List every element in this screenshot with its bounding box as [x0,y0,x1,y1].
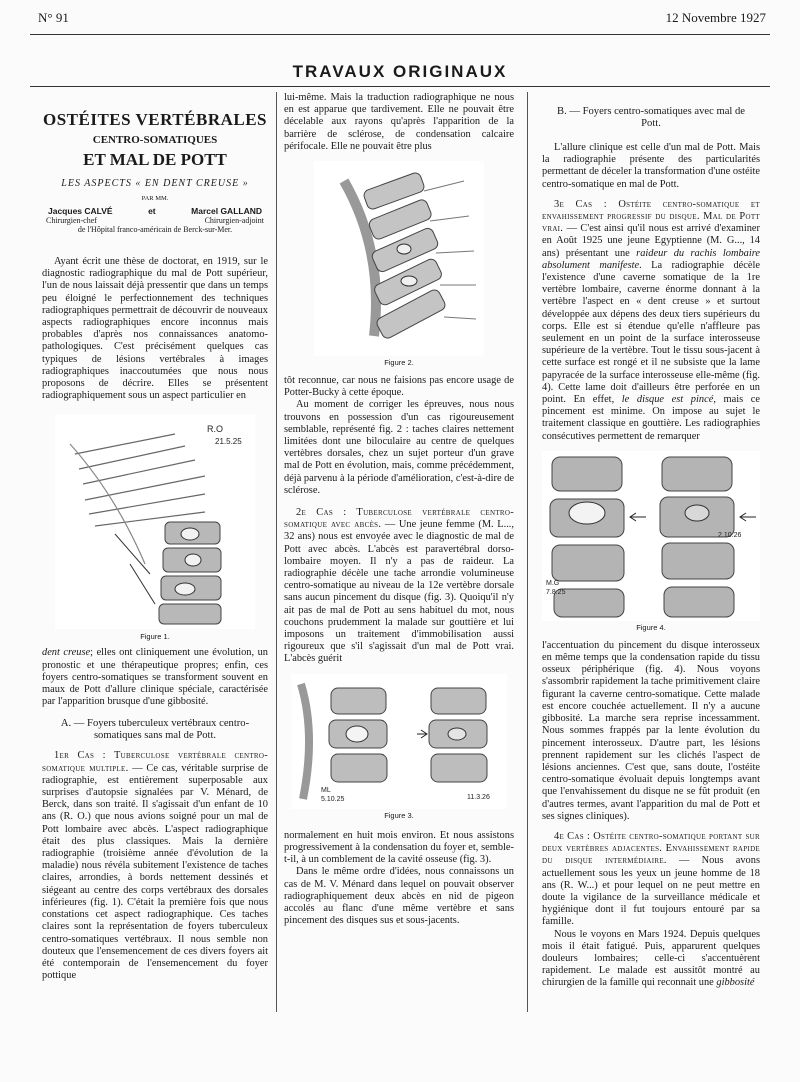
figure-3 [291,674,507,809]
fig4-label-c: 2.10.26 [718,531,742,539]
section-b-intro: L'allure clinique est celle d'un mal de Pott. Mais la radiographie présente des particularités permettant de déceler la transformation d'une ostéite centro-somatique en mal de Pott. [542,142,760,190]
article-title-2: CENTRO-SOMATIQUES [92,134,218,146]
case-4-lead: 4e Cas : Ostéite centro-somatique portant sur deux vertèbres adjacentes. Envahissement rapide du disque intermédiaire. [542,830,760,867]
section-rule [30,86,770,87]
case-2-lead: 2e Cas : Tuberculose vertébrale centro-somatique avec abcès. [284,507,514,531]
column-2 [284,92,514,927]
col2-last-paragraph: Dans le même ordre d'idées, nous connaissons un cas de M. V. Ménard dans lequel on pouvait observer radiographiquement deux abcès en nid de pigeon accolés au flanc d'une même vertèbre et sans pincement des disques sus et sous-jacents. [284,866,514,927]
issue-date: 12 Novembre 1927 [665,10,766,25]
case-3-emphasis-2: le disque est pincé [621,394,714,406]
role-1: Chirurgien-chef [46,216,97,225]
figure-4 [542,451,760,621]
par-mm: PAR MM. [141,195,169,202]
case-1-text: — Ce cas, véritable surprise de radiographie, est entièrement superposable aux surprises d'autopsie signalées par V. Ménard, de Berck, dans son traité. Il s'agissait d'un enfant de 10 ans (R. O.) que nous avions soigné pour un mal de Pott lombaire avec abcès. L'aspect radiographique était des plus classiques. Mais la dernière radiographie (troisième année d'évolution de la maladie) nous révéla subitement l'existence de taches claires, arrondies, à bords nettement dessinés et siégeant au centre des corps vertébraux des dorsales inférieures (fig. 1). C'était la première fois que nous constations cet aspect radiographique. Ces taches claires sont la représentation de foyers tuberculeux centro-somatiques vertébraux. Il nous semble non douteux que l'ensemencement de ces divers foyers ait été contemporain de l'ensemencement du foyer pottique [42,762,268,982]
case-3-text-c: , mais ce pincement est minime. On impose au sujet le traitement classique en gouttière. Les radiographies consécutives permettent de remarquer [542,394,761,442]
case-2-text: — Une jeune femme (M. L..., 32 ans) nous est envoyée avec le diagnostic de mal de Pott avec abcès. L'abcès est paravertébral dorso-lombaire moyen. Il n'y a pas de raideur. La radiographie décèle une tache arrondie volumineuse centro-somatique au niveau de la 12e vertèbre dorsale sans aucun pincement du disque (fig. 3). Quoiqu'il n'y ait pas de mal de Pott au sens habituel du mot, nous couchons prudemment la malade sur gouttière et lui imposons un traitement d'immobilisation aussi rigoureux que s'il s'agissait d'un mal de Pott vrai. L'abcès guérit [284,519,514,665]
header-rule [30,34,770,35]
case-4-text: — Nous avons actuellement sous les yeux un jeune homme de 18 ans (R. W...) et pour lequel on ne peut mettre en doute la vigilance de la surveillance médicale et hygiénique dont il fut toujours entouré par sa famille. [542,855,760,928]
case-1-lead: 1er Cas : Tuberculose vertébrale centro-somatique multiple. [42,750,268,774]
authors [42,206,268,216]
fig3-label-c: 11.3.26 [467,793,490,801]
case-3-emphasis: raideur du rachis lombaire absolument manifeste [542,247,760,271]
figure-1-radiograph [55,414,255,629]
figure-4-radiograph [542,451,760,621]
column-divider [527,92,528,1012]
case-4-paragraph: Nous le voyons en Mars 1924. Depuis quelques mois il était fatigué. Puis, apparurent quelques douleurs lombaires; celle-ci s'accentuèrent rapidement. Le malade est aussitôt montré au chirurgien de la famille qui reconnait une [542,928,760,989]
figure-1 [55,414,255,629]
author-1: Jacques CALVÉ [48,206,113,216]
figure-1-caption: Figure 1. [140,632,170,642]
fig4-label-a: M.G [546,579,560,587]
column-3 [542,92,760,990]
case-4-emphasis: gibbosité [716,977,755,989]
fig3-label-b: 5.10.25 [321,795,345,803]
fig1-label-b: 21.5.25 [215,437,242,447]
fig3-label-a: ML [321,786,331,794]
after-figure-1-text: ; elles ont cliniquement une évolution, un pronostic et une thérapeutique propres; enfin, ces foyers centro-somatiques se transforment souvent en maux de Pott d'allure clinique spéciale, caractérisée par l'apparition brusque d'une gibbosité. [42,647,268,708]
author-and: et [148,206,156,216]
issue-number: N° 91 [38,10,69,25]
after-figure-4-text: l'accentuation du pincement du disque interosseux en même temps que la condensation rapide du tissu osseux périphérique (fig. 4). Nous voyons s'assombrir rapidement la tache primitivement claire figurant la caverne centro-somatique. Cette malade est encore couchée actuellement. Il n'y a aucune gibbosité. La marche sera reprise incessamment. Nous sommes frappés par la lente évolution du pincement interosseux. D'autre part, les lésions prennent rapidement sur les clichés l'aspect de lésions anciennes. C'est que, sans doute, l'ostéite centro-somatique évoluait depuis longtemps avant que l'envahissement du disque ne se fût produit (en d'autres termes, avant l'apparition du mal de Pott et ses signes cliniques). [542,639,760,822]
page-header [0,10,800,30]
hospital: de l'Hôpital franco-américain de Berck-sur-Mer. [77,225,233,234]
col2-bottom-text: normalement en huit mois environ. Et nous assistons progressivement à la condensation du foyer et, semble-t-il, à un comblement de la cavité osseuse (fig. 3). [284,829,514,866]
article-subtitle: LES ASPECTS « EN DENT CREUSE » [61,178,249,189]
column-1 [42,92,268,982]
figure-2-caption: Figure 2. [384,358,414,368]
col2-mid-text: tôt reconnue, car nous ne faisions pas encore usage de Potter-Bucky à cette époque. [284,375,514,399]
figure-2-radiograph [314,161,484,356]
section-a-heading: A. — Foyers tuberculeux vertébraux centro-somatiques sans mal de Pott. [60,718,250,742]
author-roles [42,216,268,225]
case-3-text-a: — C'est ainsi qu'il nous est arrivé d'examiner en Août 1925 une jeune Egyptienne (M. G..., 14 ans) présentant une [542,223,760,259]
fig4-label-b: 7.8.25 [546,588,566,596]
dent-creuse-term: dent creuse [42,647,91,659]
case-3-lead: 3e Cas : Ostéite centro-somatique et envahissement progressif du disque. Mal de Pott vrai. [542,198,760,235]
author-2: Marcel GALLAND [191,206,262,216]
case-3-text-b: . La radiographie décèle l'existence d'une caverne somatique de la 1re vertèbre lombaire, caverne énorme donnant à la vertèbre l'aspect en « dent creuse » et surtout développée aux dépens des deux tiers supérieurs du corps. Elle est si étendue qu'elle n'affleure pas seulement en un point de la surface interosseuse supérieure de la vertèbre. Tout le tissu sous-jacent à cette surface est rongé et il ne subsiste que la lame papyracée de la surface interosseuse elle-même (fig. 4). Cette lame doit d'ailleurs être perforée en un point. En effet, [542,259,760,406]
figure-2 [314,161,484,356]
figure-3-radiograph [291,674,507,809]
article-title-3: ET MAL DE POTT [83,150,227,169]
intro-paragraph: Ayant écrit une thèse de doctorat, en 1919, sur le diagnostic radiographique du mal de Pott supérieur, l'un de nous laissait déjà pressentir que dans un temps peu éloigné le perfectionnement des techniques radiographiques permettrait de découvrir de nouveaux aspects radiographiques encore inconnus mais probables d'après nos connaissances anatomo-pathologiques. C'est précisément quelques cas typiques de lésions vertébrales à images radiographiques inaccoutumées que nous nous proposons de décrire. Elles se présentent radiographiquement sous un aspect particulier en [42,256,268,402]
article-title: OSTÉITES VERTÉBRALES [42,110,268,129]
section-title: TRAVAUX ORIGINAUX [292,62,508,81]
col2-top-text: lui-même. Mais la traduction radiographique ne nous en est apparue que tardivement. Elle ne pouvait être décelable aux rayons qu'après l'apparition de la barrière de sclérose, de condensation calcaire périfocale. Elle ne pouvait être plus [284,92,514,152]
figure-3-caption: Figure 3. [384,810,414,820]
section-b-heading: B. — Foyers centro-somatiques avec mal de Pott. [557,106,745,129]
role-2: Chirurgien-adjoint [204,216,264,225]
fig1-label-a: R.O [207,424,224,435]
figure-4-caption: Figure 4. [636,622,666,632]
col2-paragraph-2: Au moment de corriger les épreuves, nous nous trouvons en possession d'un cas rigoureusement semblable, représenté fig. 2 : taches claires nettement limitées dont une biloculaire au centre de quelques vertèbres dorsales, chez un sujet porteur d'un grave mal de Pott en évolution, mais, comme précédemment, déjà parvenu à la période d'amélioration, c'est-à-dire de sclérose. [284,399,514,496]
column-divider [276,92,277,1012]
